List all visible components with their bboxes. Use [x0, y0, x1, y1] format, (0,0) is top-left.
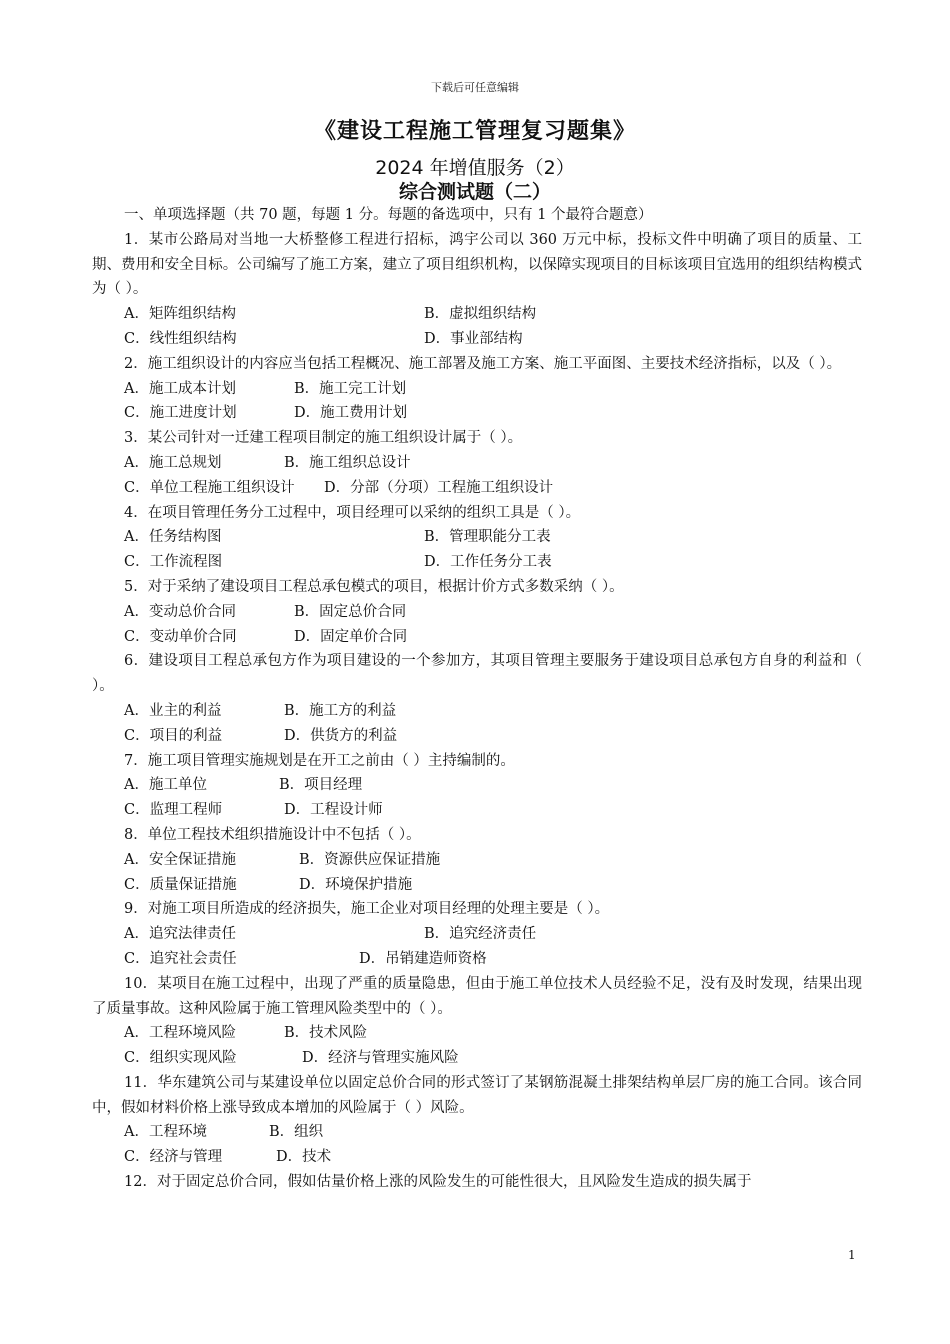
option-row: [92, 1021, 862, 1046]
answer-option: A．施工单位: [124, 777, 207, 794]
answer-option: D．分部（分项）工程施工组织设计: [324, 479, 554, 496]
question-stem: 3．某公司针对一迁建工程项目制定的施工组织设计属于（ ）。: [124, 430, 523, 447]
answer-option: A．安全保证措施: [124, 851, 236, 868]
option-row: [92, 724, 862, 749]
option-row: [92, 699, 862, 724]
answer-option: D．工作任务分工表: [424, 554, 552, 571]
answer-option: C．项目的利益: [124, 727, 223, 744]
question-stem: 2．施工组织设计的内容应当包括工程概况、施工部署及施工方案、施工平面图、主要技术经济指标，以及（ ）。: [124, 355, 842, 372]
option-row: [92, 451, 862, 476]
answer-option: B．虚拟组织结构: [424, 306, 537, 323]
answer-option: D．工程设计师: [284, 802, 383, 819]
option-row: [92, 625, 862, 650]
answer-option: C．单位工程施工组织设计: [124, 479, 295, 496]
answer-option: A．业主的利益: [124, 702, 222, 719]
option-row: [92, 476, 862, 501]
answer-option: C．线性组织结构: [124, 330, 237, 347]
answer-option: B．施工完工计划: [294, 380, 407, 397]
option-row: [92, 1046, 862, 1071]
answer-option: B．管理职能分工表: [424, 529, 551, 546]
answer-option: A．施工成本计划: [124, 380, 236, 397]
option-row: [92, 302, 862, 327]
answer-option: D．吊销建造师资格: [359, 950, 487, 967]
document-title: 《建设工程施工管理复习题集》: [313, 118, 636, 144]
question-stem: 5．对于采纳了建设项目工程总承包模式的项目，根据计价方式多数采纳（ ）。: [124, 578, 624, 595]
option-row: [92, 798, 862, 823]
question-stem: 7．施工项目管理实施规划是在开工之前由（ ）主持编制的。: [124, 752, 515, 769]
answer-option: B．资源供应保证措施: [299, 851, 441, 868]
page-header: 下载后可任意编辑: [431, 81, 519, 94]
option-row: [92, 947, 862, 972]
option-row: [92, 525, 862, 550]
option-row: [92, 327, 862, 352]
option-row: [92, 773, 862, 798]
answer-option: B．项目经理: [279, 777, 363, 794]
page-number: 1: [848, 1248, 856, 1262]
answer-option: B．施工方的利益: [284, 702, 397, 719]
question-stem: 10．某项目在施工过程中，出现了严重的质量隐患，但由于施工单位技术人员经验不足，没有及时发现，结果出现了质量事故。这种风险属于施工管理风险类型中的（ ）。: [92, 975, 862, 1017]
question-stem: 8．单位工程技术组织措施设计中不包括（ ）。: [124, 826, 421, 843]
answer-option: D．经济与管理实施风险: [302, 1050, 459, 1067]
answer-option: C．组织实现风险: [124, 1050, 237, 1067]
test-title: 综合测试题（二）: [398, 181, 551, 203]
option-row: [92, 922, 862, 947]
questions-container: [92, 228, 862, 1195]
answer-option: A．矩阵组织结构: [124, 306, 236, 323]
option-row: [92, 1120, 862, 1145]
option-row: [92, 848, 862, 873]
answer-option: A．追究法律责任: [124, 926, 236, 943]
answer-option: A．工程环境: [124, 1124, 207, 1141]
answer-option: C．监理工程师: [124, 802, 223, 819]
answer-option: C．变动单价合同: [124, 628, 237, 645]
question-stem: 11．华东建筑公司与某建设单位以固定总价合同的形式签订了某钢筋混凝土排架结构单层厂房的施工合同。该合同中，假如材料价格上涨导致成本增加的风险属于（ ）风险。: [92, 1074, 862, 1116]
answer-option: C．经济与管理: [124, 1149, 223, 1166]
option-row: [92, 401, 862, 426]
section-heading: 一、单项选择题（共 70 题，每题 1 分。每题的备选项中，只有 1 个最符合题意）: [124, 207, 653, 223]
question-list: [92, 203, 862, 1195]
question-stem: 6．建设项目工程总承包方作为项目建设的一个参加方，其项目管理主要服务于建设项目总承包方自身的利益和（ ）。: [92, 653, 862, 695]
answer-option: A．任务结构图: [124, 529, 222, 546]
answer-option: C．工作流程图: [124, 554, 223, 571]
answer-option: B．固定总价合同: [294, 603, 407, 620]
option-row: [92, 1145, 862, 1170]
answer-option: A．工程环境风险: [124, 1025, 236, 1042]
answer-option: D．供货方的利益: [284, 727, 398, 744]
answer-option: C．施工进度计划: [124, 405, 237, 422]
answer-option: D．环境保护措施: [299, 876, 413, 893]
answer-option: B．施工组织总设计: [284, 454, 411, 471]
answer-option: A．变动总价合同: [124, 603, 236, 620]
answer-option: D．技术: [276, 1149, 332, 1166]
option-row: [92, 377, 862, 402]
answer-option: D．事业部结构: [424, 330, 523, 347]
question-stem: 9．对施工项目所造成的经济损失，施工企业对项目经理的处理主要是（ ）。: [124, 901, 610, 918]
answer-option: A．施工总规划: [124, 454, 222, 471]
answer-option: B．组织: [269, 1124, 324, 1141]
answer-option: D．固定单价合同: [294, 628, 408, 645]
option-row: [92, 600, 862, 625]
answer-option: B．技术风险: [284, 1025, 368, 1042]
option-row: [92, 550, 862, 575]
answer-option: B．追究经济责任: [424, 926, 537, 943]
question-stem: 4．在项目管理任务分工过程中，项目经理可以采纳的组织工具是（ ）。: [124, 504, 581, 521]
option-row: [92, 873, 862, 898]
answer-option: C．质量保证措施: [124, 876, 237, 893]
question-stem: 1．某市公路局对当地一大桥整修工程进行招标，鸿宇公司以 360 万元中标，投标文件中明确了项目的质量、工期、费用和安全目标。公司编写了施工方案，建立了项目组织机构，以保障实现项目的目标该项目宜选用的组织结构模式为（ ）。: [92, 231, 862, 298]
document-subtitle: 2024 年增值服务（2）: [375, 157, 575, 179]
answer-option: D．施工费用计划: [294, 405, 408, 422]
answer-option: C．追究社会责任: [124, 950, 237, 967]
question-stem: 12．对于固定总价合同，假如估量价格上涨的风险发生的可能性很大，且风险发生造成的损失属于: [124, 1174, 752, 1191]
